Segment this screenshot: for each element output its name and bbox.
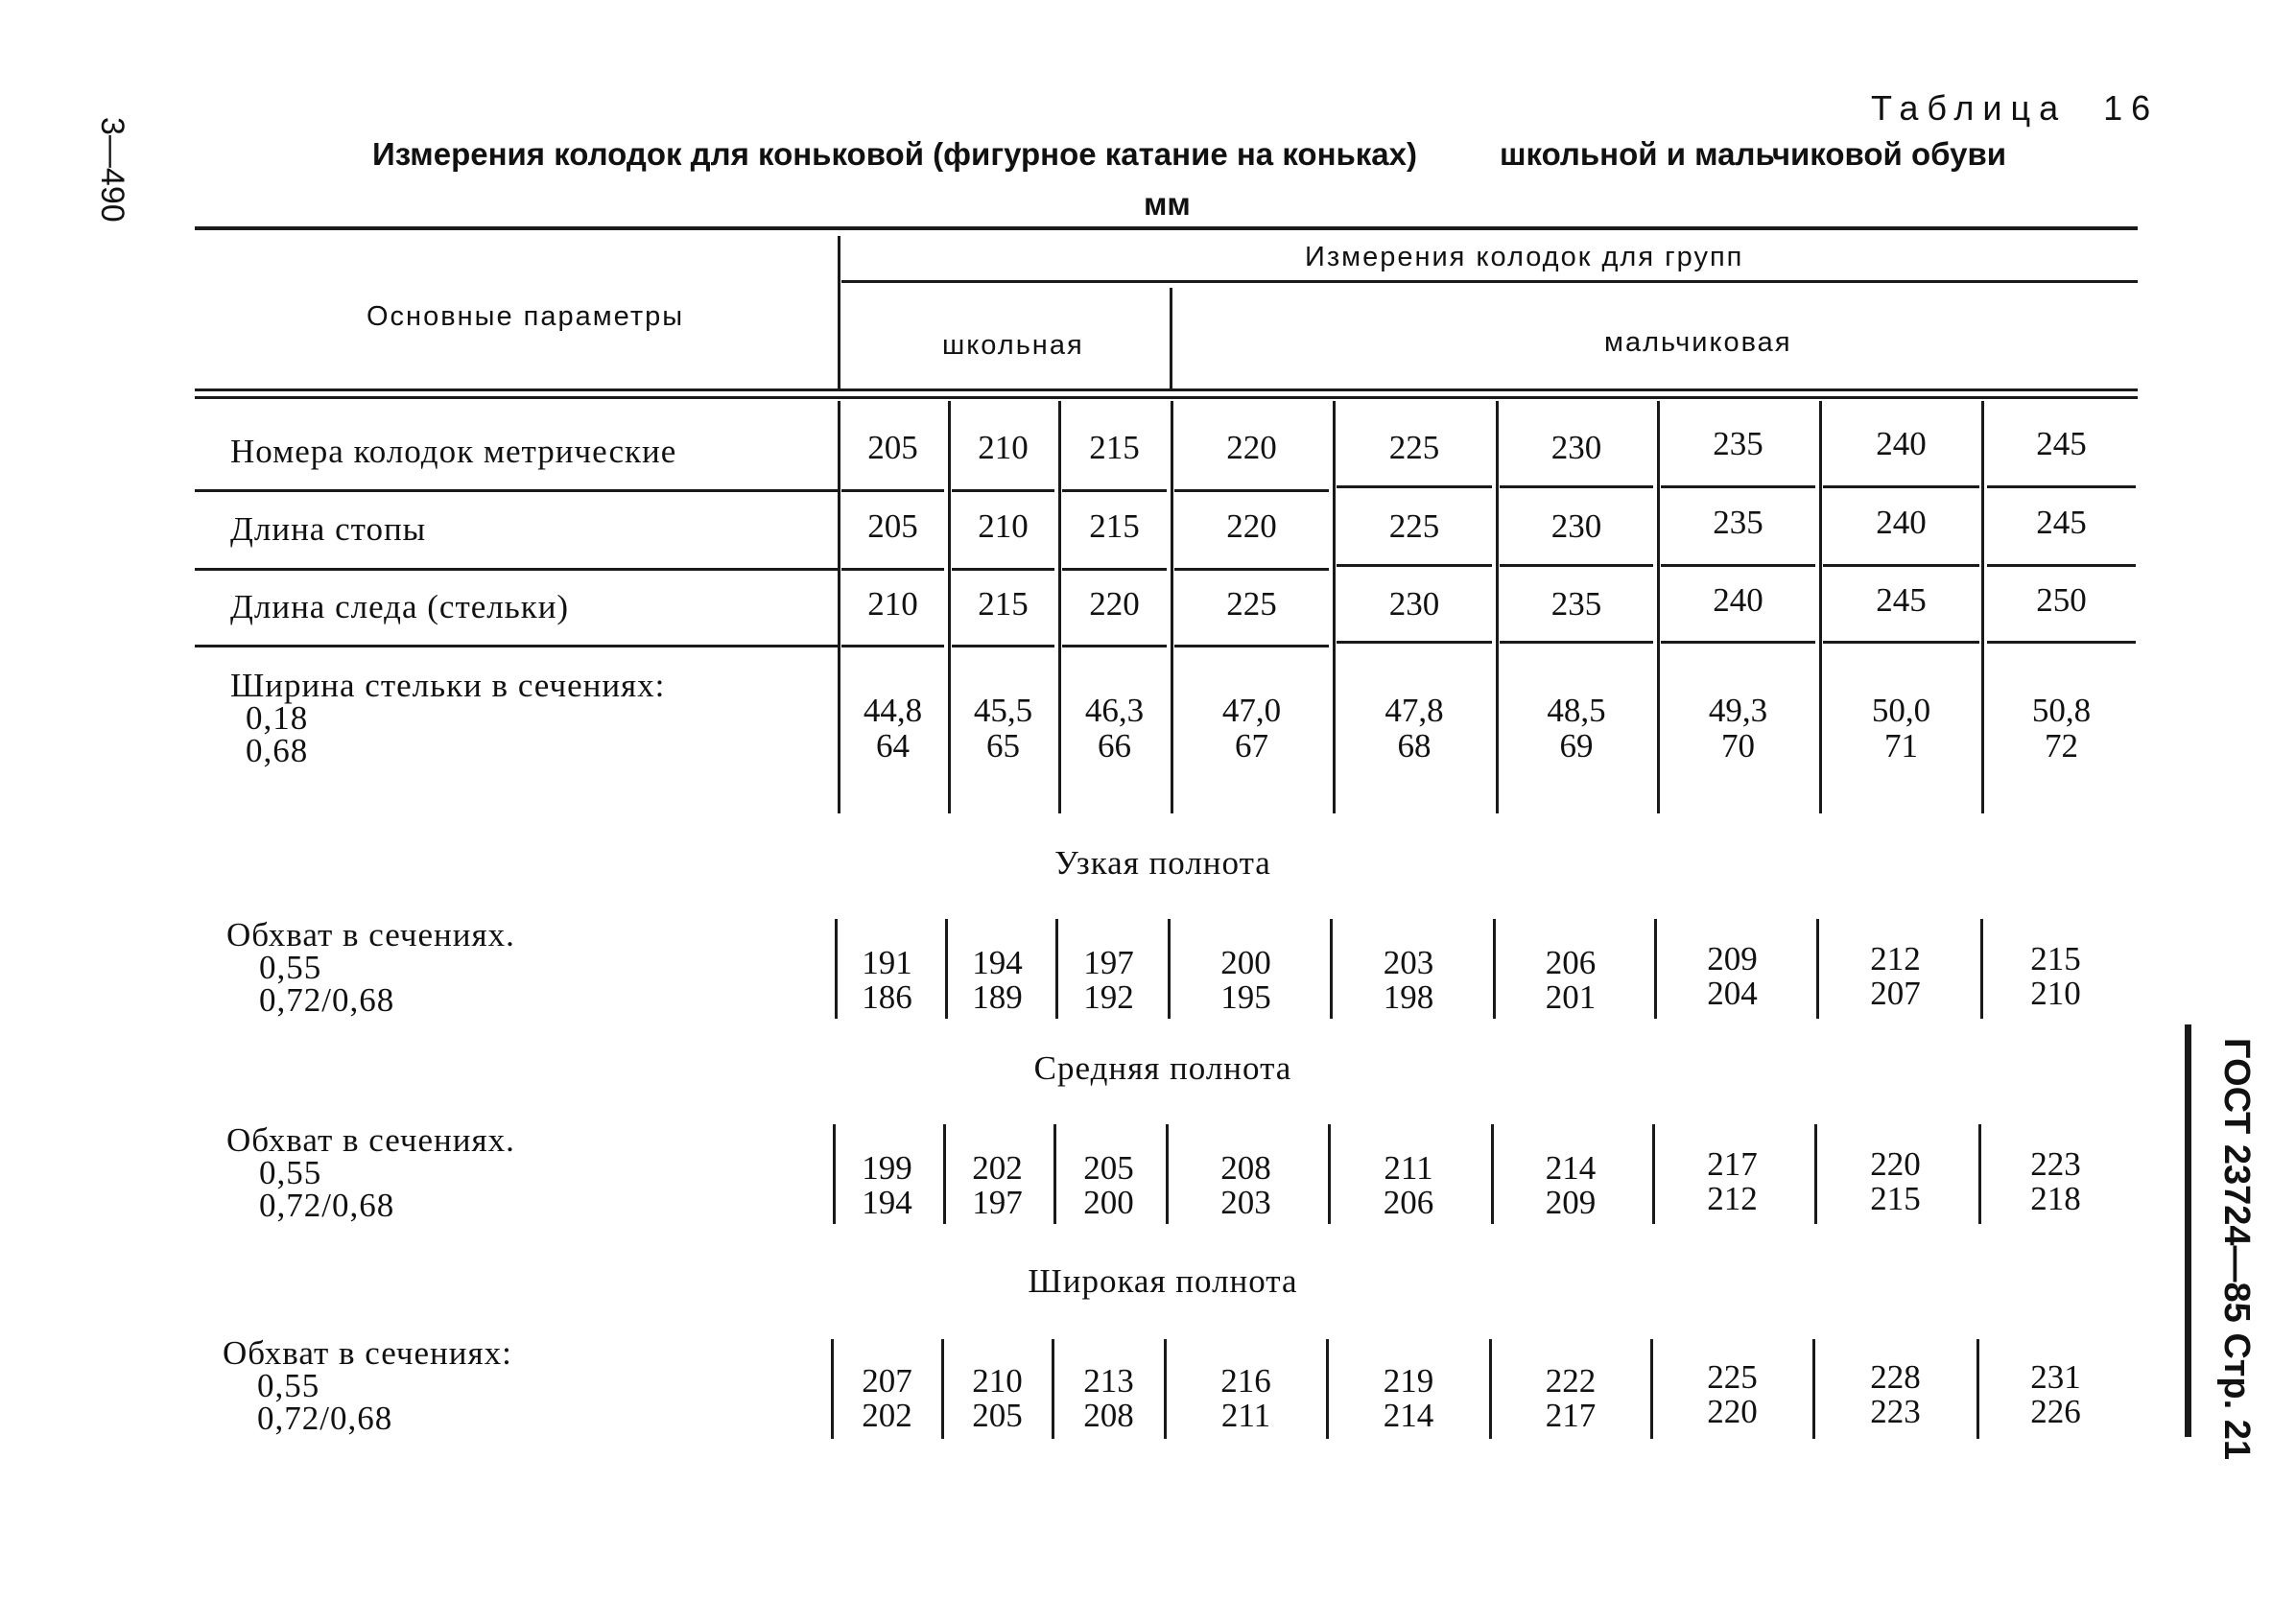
section-0-value-055: 194 (972, 944, 1023, 981)
table-top-rule (195, 226, 2138, 230)
section-1-value-055: 214 (1545, 1149, 1597, 1187)
section-1-value-055: 205 (1083, 1149, 1134, 1187)
section-0-value-055: 215 (2030, 940, 2081, 977)
width-value-068: 68 (1397, 727, 1432, 765)
section-2-value-072: 205 (972, 1397, 1023, 1434)
section-2-value-055: 216 (1220, 1362, 1271, 1400)
width-value-068: 66 (1098, 727, 1131, 765)
width-value-018: 48,5 (1547, 692, 1606, 729)
section-1-value-055: 199 (862, 1149, 912, 1187)
row-rule-cell-2-0 (841, 645, 944, 647)
section-title-wide: Широкая полнота (1028, 1262, 1298, 1300)
row-rule-cell-0-7 (1823, 485, 1979, 488)
gost-side-label: ГОСТ 23724—85 Стр. 21 (2216, 1038, 2257, 1461)
section-1-value-055: 202 (972, 1149, 1023, 1187)
row-rule-left-2 (195, 645, 838, 647)
width-value-068: 72 (2045, 727, 2078, 765)
side-bar (2185, 1024, 2191, 1437)
row-1-value: 235 (1713, 504, 1763, 541)
section-2-value-072: 202 (862, 1397, 912, 1434)
row-0-value: 215 (1089, 429, 1140, 466)
section-2-value-072: 211 (1220, 1397, 1271, 1434)
row-rule-cell-0-6 (1661, 485, 1815, 488)
width-row-label: Ширина стельки в сечениях: (230, 667, 666, 704)
width-value-068: 71 (1884, 727, 1918, 765)
row-1-value: 245 (2036, 504, 2087, 541)
header-bottom-rule-1 (195, 388, 2138, 391)
width-row-sub1: 0,18 (246, 699, 309, 737)
section-0-value-072: 207 (1870, 975, 1921, 1012)
row-1-value: 225 (1388, 507, 1440, 545)
section-1-value-072: 218 (2030, 1180, 2081, 1217)
section-1-value-072: 197 (972, 1184, 1023, 1221)
row-rule-cell-1-3 (1174, 568, 1329, 571)
row-2-value: 215 (978, 585, 1029, 623)
row-1-value: 220 (1226, 507, 1277, 545)
row-rule-cell-1-2 (1062, 568, 1167, 571)
width-value-068: 70 (1721, 727, 1755, 765)
row-rule-cell-2-7 (1823, 641, 1979, 644)
row-rule-cell-2-4 (1337, 641, 1492, 644)
row-rule-cell-1-1 (952, 568, 1054, 571)
row-1-value: 230 (1550, 507, 1602, 545)
row-1-value: 210 (978, 507, 1029, 545)
section-0-value-072: 186 (862, 978, 912, 1016)
row-rule-cell-1-0 (841, 568, 944, 571)
width-value-018: 49,3 (1708, 692, 1768, 729)
row-2-value: 230 (1388, 585, 1440, 623)
header-groups-rule (841, 280, 2138, 283)
row-0-value: 245 (2036, 425, 2087, 462)
section-0-value-072: 201 (1545, 978, 1597, 1016)
row-0-value: 240 (1876, 425, 1927, 462)
row-0-value: 225 (1388, 429, 1440, 466)
row-0-value: 205 (867, 429, 918, 466)
width-value-068: 65 (986, 727, 1020, 765)
section-2-value-072: 220 (1707, 1393, 1758, 1430)
section-0-value-055: 206 (1545, 944, 1597, 981)
section-medium-sub1: 0,55 (259, 1154, 322, 1191)
width-value-068: 64 (876, 727, 910, 765)
row-rule-cell-0-2 (1062, 489, 1167, 492)
section-2-value-055: 228 (1870, 1358, 1921, 1396)
width-value-018: 47,8 (1384, 692, 1444, 729)
section-0-value-072: 210 (2030, 975, 2081, 1012)
row-2-value: 250 (2036, 581, 2087, 619)
row-2-value: 225 (1226, 585, 1277, 623)
row-0-value: 220 (1226, 429, 1277, 466)
section-2-value-055: 222 (1545, 1362, 1597, 1400)
section-0-value-055: 197 (1083, 944, 1134, 981)
row-rule-cell-1-6 (1661, 564, 1815, 567)
section-1-value-055: 217 (1707, 1145, 1758, 1183)
section-0-value-072: 198 (1383, 978, 1434, 1016)
section-wide-sub2: 0,72/0,68 (257, 1400, 393, 1437)
section-0-value-055: 209 (1707, 940, 1758, 977)
section-0-value-055: 191 (862, 944, 912, 981)
section-2-value-055: 231 (2030, 1358, 2081, 1396)
section-2-value-072: 226 (2030, 1393, 2081, 1430)
width-value-018: 45,5 (973, 692, 1033, 729)
row-rule-cell-2-3 (1174, 645, 1329, 647)
row-0-value: 210 (978, 429, 1029, 466)
row-rule-left-0 (195, 489, 838, 492)
section-2-value-055: 207 (862, 1362, 912, 1400)
section-2-value-072: 208 (1083, 1397, 1134, 1434)
row-rule-cell-1-5 (1500, 564, 1653, 567)
row-2-value: 210 (867, 585, 918, 623)
section-2-value-055: 210 (972, 1362, 1023, 1400)
section-2-value-072: 214 (1383, 1397, 1434, 1434)
header-params: Основные параметры (367, 301, 685, 332)
section-2-value-055: 219 (1383, 1362, 1434, 1400)
row-rule-cell-2-1 (952, 645, 1054, 647)
row-0-value: 230 (1550, 429, 1602, 466)
row-0-value: 235 (1713, 425, 1763, 462)
table-title-left: Измерения колодок для коньковой (фигурное катание на коньках) (372, 136, 1417, 172)
section-2-value-072: 223 (1870, 1393, 1921, 1430)
table-caption: Таблица 16 (1871, 88, 2160, 128)
table-title-right: школьной и мальчиковой обуви (1500, 136, 2007, 172)
section-narrow-sub2: 0,72/0,68 (259, 981, 395, 1019)
section-0-value-072: 204 (1707, 975, 1758, 1012)
header-divider-groups (1170, 288, 1172, 389)
section-1-value-072: 206 (1383, 1184, 1434, 1221)
row-2-value: 245 (1876, 581, 1927, 619)
section-0-value-072: 192 (1083, 978, 1134, 1016)
row-rule-cell-0-3 (1174, 489, 1329, 492)
row-rule-cell-0-0 (841, 489, 944, 492)
row-rule-cell-1-4 (1337, 564, 1492, 567)
section-title-narrow: Узкая полнота (1054, 844, 1271, 882)
row-rule-cell-0-1 (952, 489, 1054, 492)
section-narrow-sub1: 0,55 (259, 949, 322, 986)
page-id: 3—490 (94, 117, 130, 223)
section-2-value-055: 225 (1707, 1358, 1758, 1396)
width-value-018: 50,8 (2031, 692, 2092, 729)
width-value-068: 69 (1559, 727, 1594, 765)
width-row-sub2: 0,68 (246, 732, 309, 769)
row-rule-cell-2-6 (1661, 641, 1815, 644)
row-label-numbers: Номера колодок метрические (230, 433, 677, 470)
section-1-value-072: 203 (1220, 1184, 1271, 1221)
header-boys: мальчиковая (1604, 327, 1792, 358)
row-rule-cell-1-8 (1987, 564, 2136, 567)
row-rule-cell-0-5 (1500, 485, 1653, 488)
section-1-value-055: 220 (1870, 1145, 1921, 1183)
width-value-018: 44,8 (863, 692, 923, 729)
row-rule-cell-2-5 (1500, 641, 1653, 644)
row-label-insole-length: Длина следа (стельки) (230, 588, 570, 625)
header-divider-params (838, 236, 840, 389)
row-1-value: 215 (1089, 507, 1140, 545)
header-bottom-rule-2 (195, 396, 2138, 399)
header-groups: Измерения колодок для групп (1305, 242, 1744, 272)
section-1-value-055: 208 (1220, 1149, 1271, 1187)
section-medium-sub2: 0,72/0,68 (259, 1187, 395, 1224)
row-1-value: 205 (867, 507, 918, 545)
section-0-value-055: 200 (1220, 944, 1271, 981)
section-1-value-072: 212 (1707, 1180, 1758, 1217)
row-rule-left-1 (195, 568, 838, 571)
row-2-value: 240 (1713, 581, 1763, 619)
section-1-value-072: 194 (862, 1184, 912, 1221)
section-1-value-072: 200 (1083, 1184, 1134, 1221)
row-1-value: 240 (1876, 504, 1927, 541)
row-rule-cell-2-8 (1987, 641, 2136, 644)
section-2-value-055: 213 (1083, 1362, 1134, 1400)
width-value-018: 50,0 (1871, 692, 1931, 729)
row-rule-cell-1-7 (1823, 564, 1979, 567)
section-wide-sub1: 0,55 (257, 1367, 320, 1404)
section-1-value-072: 215 (1870, 1180, 1921, 1217)
row-rule-cell-0-4 (1337, 485, 1492, 488)
width-value-068: 67 (1235, 727, 1268, 765)
section-wide-label: Обхват в сечениях: (223, 1334, 512, 1372)
row-label-foot-length: Длина стопы (230, 510, 427, 548)
section-0-value-055: 212 (1870, 940, 1921, 977)
section-medium-label: Обхват в сечениях. (226, 1121, 515, 1159)
unit-label: мм (1144, 186, 1191, 222)
row-2-value: 235 (1550, 585, 1602, 623)
row-rule-cell-0-8 (1987, 485, 2136, 488)
section-1-value-072: 209 (1545, 1184, 1597, 1221)
section-0-value-072: 189 (972, 978, 1023, 1016)
width-value-018: 46,3 (1084, 692, 1145, 729)
section-2-value-072: 217 (1545, 1397, 1597, 1434)
width-value-018: 47,0 (1221, 692, 1282, 729)
row-rule-cell-2-2 (1062, 645, 1167, 647)
section-0-value-055: 203 (1383, 944, 1434, 981)
section-title-medium: Средняя полнота (1033, 1049, 1292, 1087)
section-1-value-055: 223 (2030, 1145, 2081, 1183)
header-school: школьная (942, 330, 1084, 361)
row-2-value: 220 (1089, 585, 1140, 623)
section-0-value-072: 195 (1220, 978, 1271, 1016)
section-narrow-label: Обхват в сечениях. (226, 916, 515, 953)
section-1-value-055: 211 (1384, 1149, 1433, 1187)
